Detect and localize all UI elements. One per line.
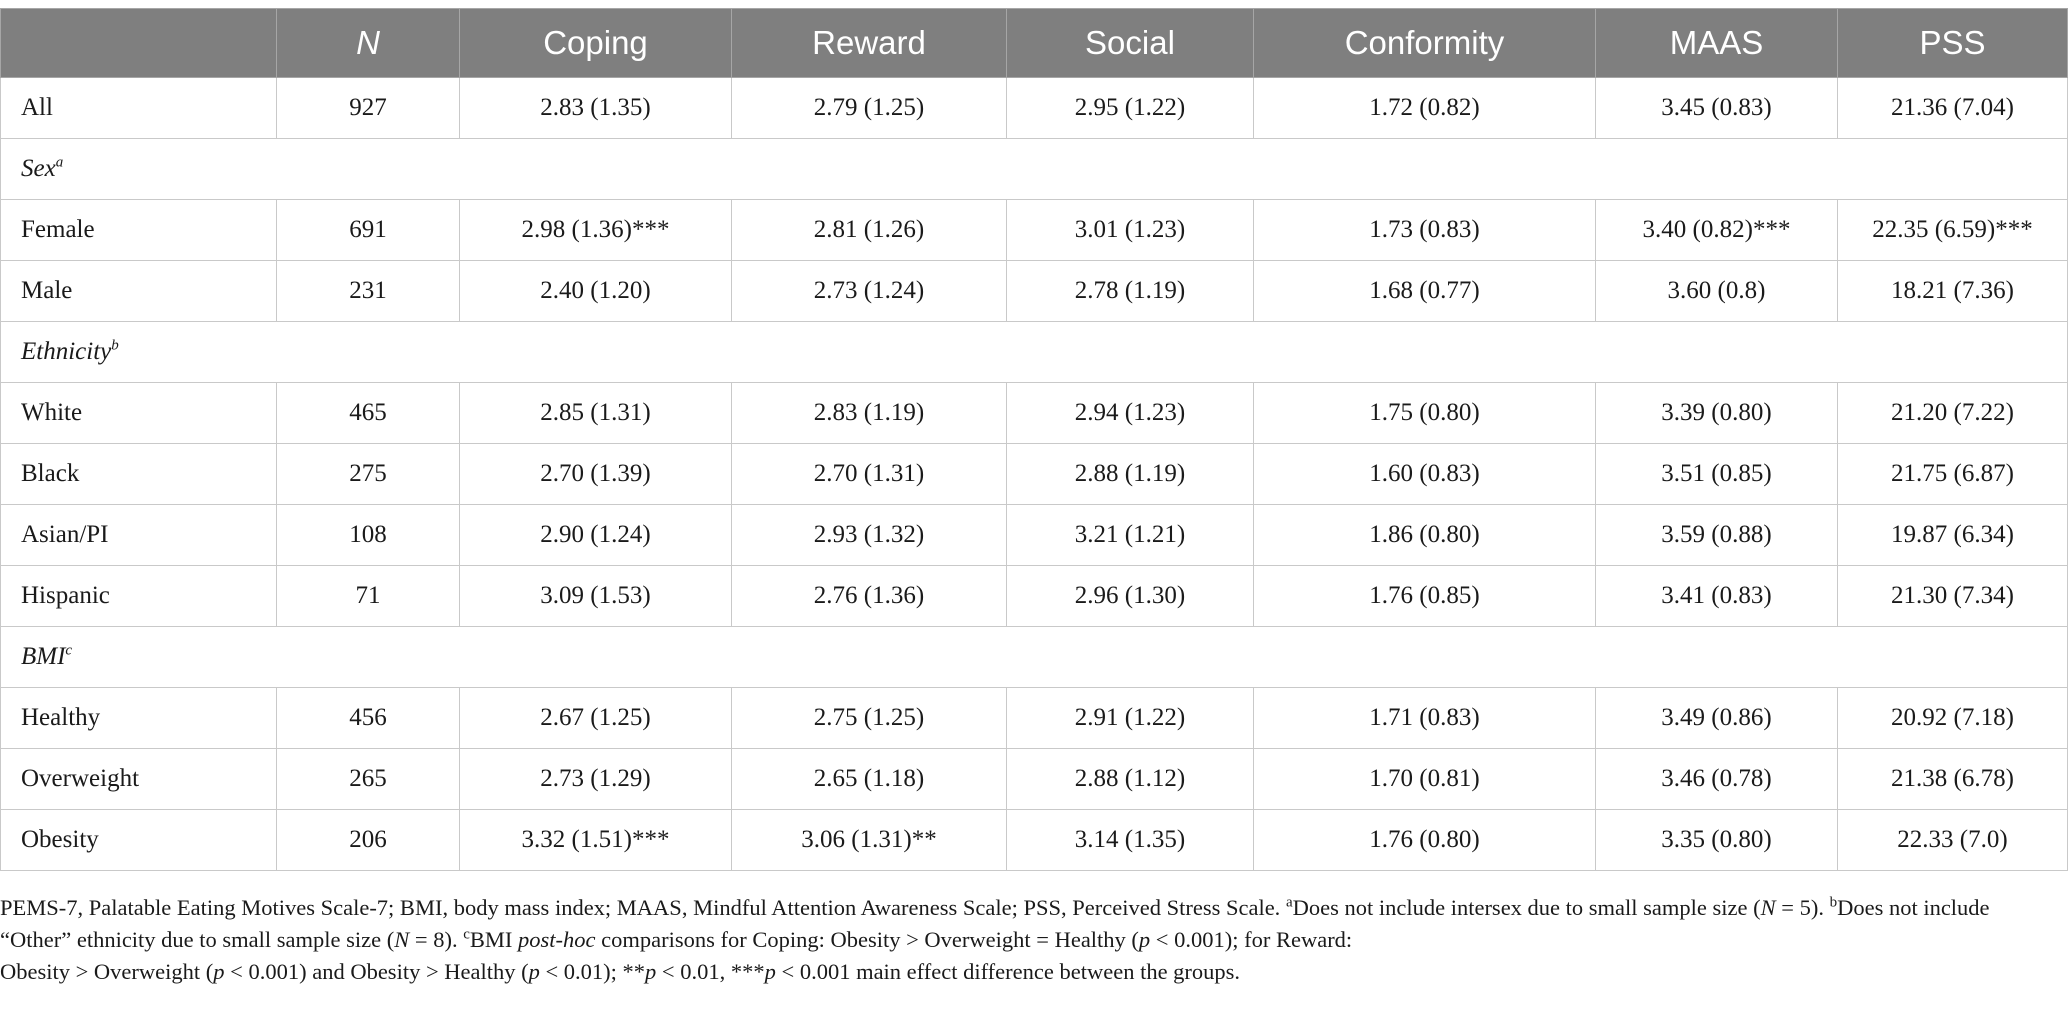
table-cell: 3.35 (0.80) bbox=[1596, 810, 1838, 871]
table-cell: 691 bbox=[277, 200, 460, 261]
table-cell: 2.79 (1.25) bbox=[732, 78, 1007, 139]
table-cell: 206 bbox=[277, 810, 460, 871]
footnote-a-text: Does not include intersex due to small sample size ( bbox=[1292, 895, 1761, 920]
header-cell-conformity: Conformity bbox=[1254, 9, 1596, 78]
table-cell: 2.90 (1.24) bbox=[460, 505, 732, 566]
table-cell: 3.01 (1.23) bbox=[1007, 200, 1254, 261]
group-label-text: Ethnicity bbox=[21, 338, 112, 365]
table-cell: 3.46 (0.78) bbox=[1596, 749, 1838, 810]
table-cell: 3.51 (0.85) bbox=[1596, 444, 1838, 505]
table-cell: 21.36 (7.04) bbox=[1838, 78, 2068, 139]
footnote-a-n: N bbox=[1760, 895, 1776, 920]
footnote-b-text: Does not include “Other” ethnicity due to small sample size ( bbox=[0, 895, 1990, 952]
table-cell: 21.75 (6.87) bbox=[1838, 444, 2068, 505]
header-cell-social: Social bbox=[1007, 9, 1254, 78]
table-cell: 2.96 (1.30) bbox=[1007, 566, 1254, 627]
footnote-b-val: = 8). bbox=[409, 927, 464, 952]
table-row bbox=[1, 78, 2068, 139]
results-table bbox=[0, 8, 2068, 871]
footnote-line2-text3: < 0.01); ** bbox=[539, 959, 646, 984]
row-label: Hispanic bbox=[1, 566, 277, 627]
group-label-sup: b bbox=[111, 337, 119, 354]
table-row bbox=[1, 749, 2068, 810]
table-cell: 1.72 (0.82) bbox=[1254, 78, 1596, 139]
table-cell: 275 bbox=[277, 444, 460, 505]
table-cell: 108 bbox=[277, 505, 460, 566]
table-row bbox=[1, 261, 2068, 322]
row-label: Overweight bbox=[1, 749, 277, 810]
row-label: Asian/PI bbox=[1, 505, 277, 566]
table-cell: 1.60 (0.83) bbox=[1254, 444, 1596, 505]
table-cell: 2.40 (1.20) bbox=[460, 261, 732, 322]
group-row bbox=[1, 322, 2068, 383]
table-cell: 3.41 (0.83) bbox=[1596, 566, 1838, 627]
table-row bbox=[1, 200, 2068, 261]
group-row bbox=[1, 627, 2068, 688]
row-label: White bbox=[1, 383, 277, 444]
row-label: Male bbox=[1, 261, 277, 322]
table-cell: 3.40 (0.82)*** bbox=[1596, 200, 1838, 261]
table-cell: 3.14 (1.35) bbox=[1007, 810, 1254, 871]
table-cell: 2.88 (1.12) bbox=[1007, 749, 1254, 810]
group-label bbox=[1, 322, 2068, 383]
footnote-c-text3: < 0.001); for Reward: bbox=[1150, 927, 1353, 952]
table-cell: 3.32 (1.51)*** bbox=[460, 810, 732, 871]
table-cell: 3.21 (1.21) bbox=[1007, 505, 1254, 566]
group-label bbox=[1, 139, 2068, 200]
footnote-mark-c: c bbox=[463, 926, 470, 943]
table-row bbox=[1, 505, 2068, 566]
footnote-line-2 bbox=[0, 956, 2060, 988]
table-cell: 1.73 (0.83) bbox=[1254, 200, 1596, 261]
table-cell: 21.20 (7.22) bbox=[1838, 383, 2068, 444]
table-cell: 1.76 (0.85) bbox=[1254, 566, 1596, 627]
table-cell: 2.98 (1.36)*** bbox=[460, 200, 732, 261]
footnote-p5: p bbox=[764, 959, 776, 984]
table-cell: 1.71 (0.83) bbox=[1254, 688, 1596, 749]
table-cell: 2.73 (1.24) bbox=[732, 261, 1007, 322]
table-body bbox=[1, 78, 2068, 871]
table-row bbox=[1, 566, 2068, 627]
footnote-p2: p bbox=[213, 959, 225, 984]
table-cell: 2.75 (1.25) bbox=[732, 688, 1007, 749]
footnote-c-text1: BMI bbox=[469, 927, 519, 952]
group-row bbox=[1, 139, 2068, 200]
table-cell: 456 bbox=[277, 688, 460, 749]
header-cell-maas: MAAS bbox=[1596, 9, 1838, 78]
table-cell: 2.73 (1.29) bbox=[460, 749, 732, 810]
footnote-abbrev: PEMS-7, Palatable Eating Motives Scale-7; BMI, body mass index; MAAS, Mindful Attention Awareness Scale; PSS, Perceived Stress Scale. bbox=[0, 895, 1286, 920]
table-cell: 2.94 (1.23) bbox=[1007, 383, 1254, 444]
table-cell: 2.83 (1.35) bbox=[460, 78, 732, 139]
footnote-c-posthoc: post-hoc bbox=[518, 927, 596, 952]
header-cell-coping: Coping bbox=[460, 9, 732, 78]
table-cell: 20.92 (7.18) bbox=[1838, 688, 2068, 749]
table-cell: 21.38 (6.78) bbox=[1838, 749, 2068, 810]
footnote-mark-b: b bbox=[1829, 894, 1838, 911]
table-cell: 2.85 (1.31) bbox=[460, 383, 732, 444]
table-cell: 22.35 (6.59)*** bbox=[1838, 200, 2068, 261]
table-cell: 231 bbox=[277, 261, 460, 322]
row-label: Healthy bbox=[1, 688, 277, 749]
table-cell: 3.39 (0.80) bbox=[1596, 383, 1838, 444]
footnote-line2-text5: < 0.001 main effect difference between the groups. bbox=[775, 959, 1241, 984]
group-label-text: BMI bbox=[21, 643, 66, 670]
table-cell: 3.09 (1.53) bbox=[460, 566, 732, 627]
row-label: All bbox=[1, 78, 277, 139]
group-label-sup: a bbox=[55, 154, 64, 171]
table-cell: 18.21 (7.36) bbox=[1838, 261, 2068, 322]
header-cell-blank bbox=[1, 9, 277, 78]
header-cell-n: N bbox=[277, 9, 460, 78]
table-cell: 2.95 (1.22) bbox=[1007, 78, 1254, 139]
footnote-line2-text2: < 0.001) and Obesity > Healthy ( bbox=[224, 959, 529, 984]
table-cell: 1.86 (0.80) bbox=[1254, 505, 1596, 566]
table-cell: 22.33 (7.0) bbox=[1838, 810, 2068, 871]
table-cell: 2.78 (1.19) bbox=[1007, 261, 1254, 322]
header-cell-pss: PSS bbox=[1838, 9, 2068, 78]
table-cell: 1.76 (0.80) bbox=[1254, 810, 1596, 871]
table-cell: 2.76 (1.36) bbox=[732, 566, 1007, 627]
table-cell: 71 bbox=[277, 566, 460, 627]
table-cell: 2.70 (1.39) bbox=[460, 444, 732, 505]
table-cell: 1.70 (0.81) bbox=[1254, 749, 1596, 810]
group-label bbox=[1, 627, 2068, 688]
row-label: Female bbox=[1, 200, 277, 261]
table-cell: 927 bbox=[277, 78, 460, 139]
footnote-line2-text4: < 0.01, *** bbox=[656, 959, 765, 984]
footnote-b-n: N bbox=[394, 927, 410, 952]
table-cell: 2.67 (1.25) bbox=[460, 688, 732, 749]
table-cell: 21.30 (7.34) bbox=[1838, 566, 2068, 627]
table-cell: 1.75 (0.80) bbox=[1254, 383, 1596, 444]
table-footnote bbox=[0, 892, 2060, 988]
table-row bbox=[1, 383, 2068, 444]
table-cell: 3.59 (0.88) bbox=[1596, 505, 1838, 566]
table-cell: 1.68 (0.77) bbox=[1254, 261, 1596, 322]
row-label: Obesity bbox=[1, 810, 277, 871]
table-cell: 2.65 (1.18) bbox=[732, 749, 1007, 810]
table-row bbox=[1, 810, 2068, 871]
table-row bbox=[1, 688, 2068, 749]
footnote-line-1 bbox=[0, 892, 2060, 956]
header-row bbox=[1, 9, 2068, 78]
table-cell: 265 bbox=[277, 749, 460, 810]
table-cell: 3.45 (0.83) bbox=[1596, 78, 1838, 139]
footnote-c-text2: comparisons for Coping: Obesity > Overweight = Healthy ( bbox=[595, 927, 1139, 952]
table-cell: 2.91 (1.22) bbox=[1007, 688, 1254, 749]
footnote-p1: p bbox=[1138, 927, 1151, 952]
row-label: Black bbox=[1, 444, 277, 505]
table-cell: 3.06 (1.31)** bbox=[732, 810, 1007, 871]
table-cell: 3.49 (0.86) bbox=[1596, 688, 1838, 749]
table-cell: 2.83 (1.19) bbox=[732, 383, 1007, 444]
table-cell: 19.87 (6.34) bbox=[1838, 505, 2068, 566]
table-cell: 2.88 (1.19) bbox=[1007, 444, 1254, 505]
table-cell: 2.81 (1.26) bbox=[732, 200, 1007, 261]
footnote-p3: p bbox=[528, 959, 540, 984]
table-cell: 2.93 (1.32) bbox=[732, 505, 1007, 566]
table-row bbox=[1, 444, 2068, 505]
table-cell: 2.70 (1.31) bbox=[732, 444, 1007, 505]
footnote-line2-text1: Obesity > Overweight ( bbox=[0, 959, 214, 984]
footnote-mark-a: a bbox=[1285, 894, 1293, 911]
group-label-text: Sex bbox=[21, 155, 56, 182]
footnote-p4: p bbox=[645, 959, 657, 984]
header-cell-reward: Reward bbox=[732, 9, 1007, 78]
group-label-sup: c bbox=[65, 642, 73, 659]
table-cell: 3.60 (0.8) bbox=[1596, 261, 1838, 322]
table-cell: 465 bbox=[277, 383, 460, 444]
footnote-a-val: = 5). bbox=[1775, 895, 1830, 920]
